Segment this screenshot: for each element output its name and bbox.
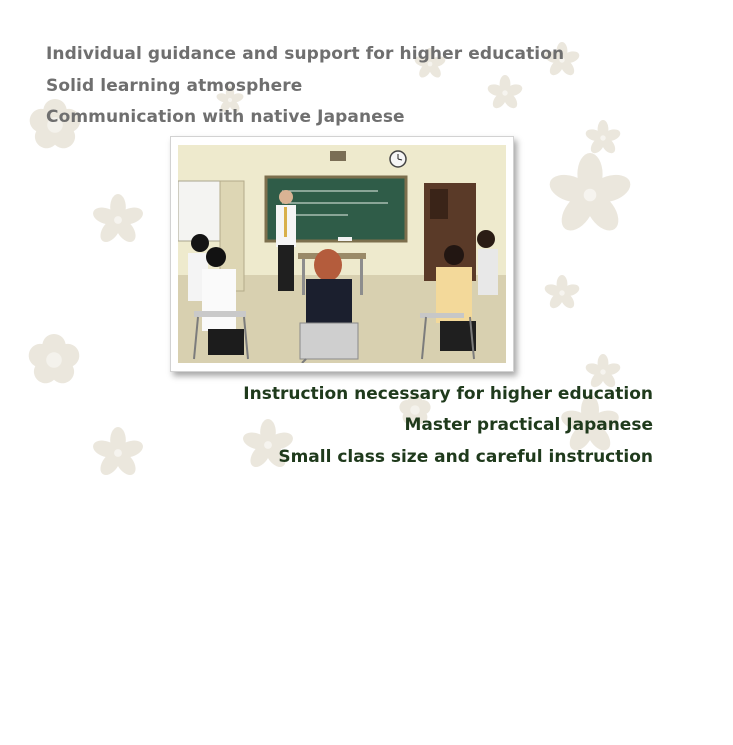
feature-higher-education-instruction: Instruction necessary for higher education — [243, 384, 653, 404]
cherry-blossom-icon — [486, 75, 524, 111]
classroom-photo — [178, 145, 506, 363]
cherry-blossom-icon — [584, 120, 622, 156]
feature-communication-native: Communication with native Japanese — [46, 107, 405, 127]
feature-practical-japanese: Master practical Japanese — [404, 415, 653, 435]
feature-individual-guidance: Individual guidance and support for higher education — [46, 44, 565, 64]
cherry-blossom-icon — [91, 427, 145, 479]
feature-learning-atmosphere: Solid learning atmosphere — [46, 76, 303, 96]
cherry-blossom-icon — [91, 194, 145, 246]
cherry-blossom-icon — [543, 275, 581, 311]
cherry-blossom-icon — [546, 153, 634, 236]
plum-blossom-icon — [26, 334, 83, 388]
feature-small-class-size: Small class size and careful instruction — [278, 447, 653, 467]
classroom-photo-frame — [170, 136, 514, 372]
